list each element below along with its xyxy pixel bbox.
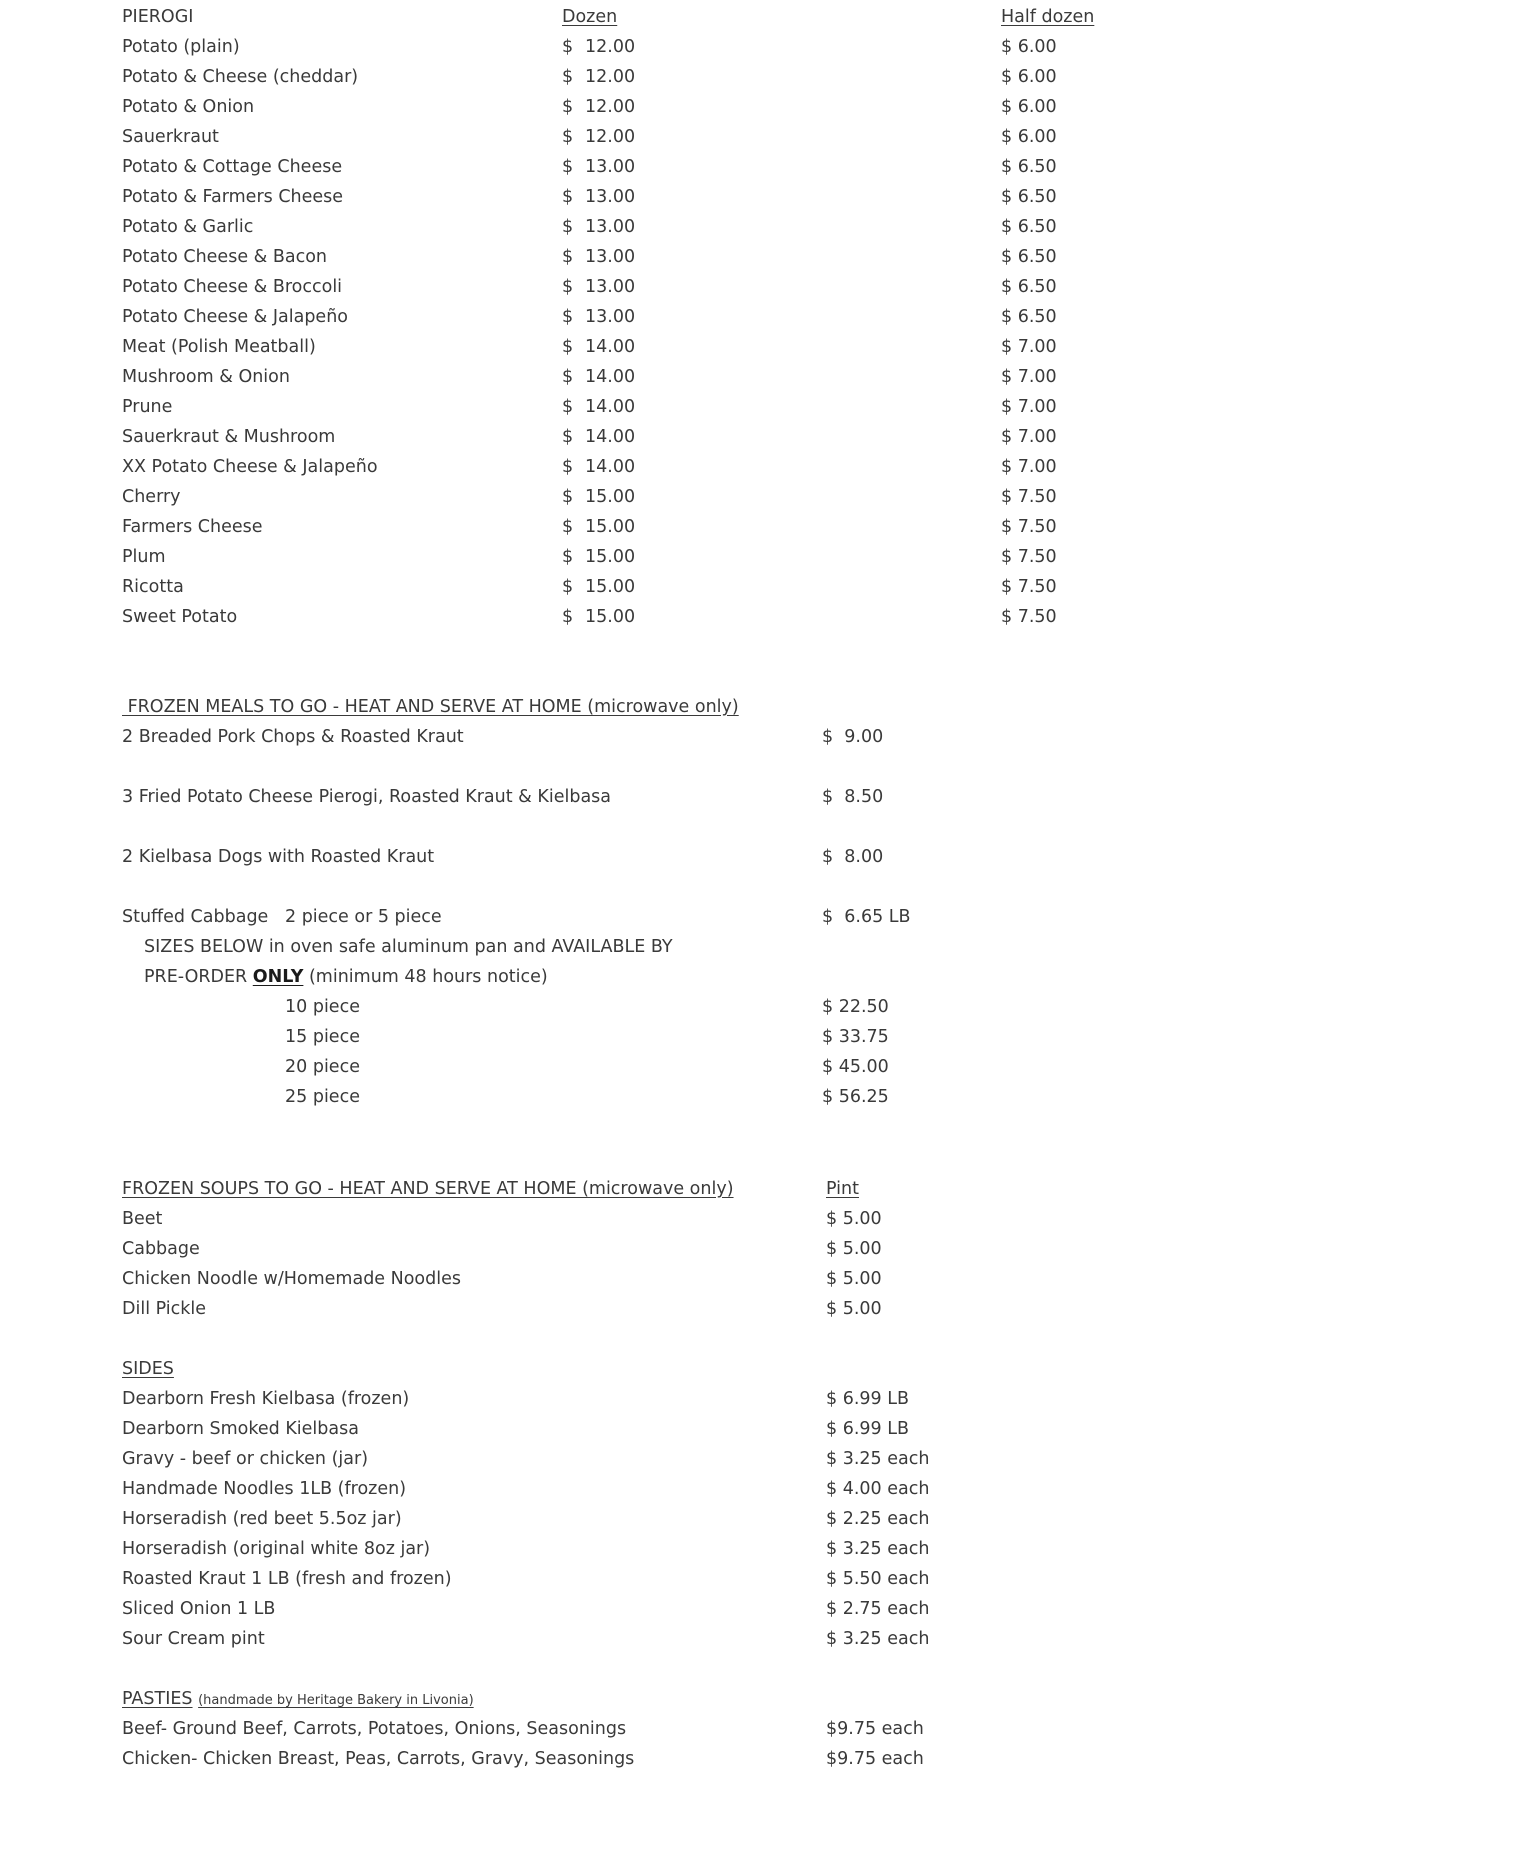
pierogi-item-half-dozen-price: $ 6.50 (1001, 157, 1057, 177)
currency-symbol: $ (562, 277, 574, 297)
side-item-name: Sour Cream pint (122, 1629, 265, 1649)
pasties-title: PASTIES (122, 1689, 193, 1709)
side-item-price: $ 2.75 each (826, 1599, 930, 1619)
soup-item-name: Beet (122, 1209, 163, 1229)
pierogi-item-half-dozen-price: $ 7.50 (1001, 487, 1057, 507)
side-item-name: Sliced Onion 1 LB (122, 1599, 276, 1619)
currency-symbol: $ (562, 97, 574, 117)
pasty-item-name: Chicken- Chicken Breast, Peas, Carrots, Gravy, Seasonings (122, 1749, 635, 1769)
pierogi-item-dozen-price (562, 512, 635, 542)
side-item-price: $ 2.25 each (826, 1509, 930, 1529)
pierogi-item-name: Prune (122, 397, 173, 417)
pierogi-item-name: Potato & Farmers Cheese (122, 187, 344, 207)
cabbage-size-price: $ 45.00 (822, 1057, 889, 1077)
side-item-name: Handmade Noodles 1LB (frozen) (122, 1479, 407, 1499)
soup-item-price: $ 5.00 (826, 1269, 882, 1289)
pierogi-item-half-dozen-price: $ 7.50 (1001, 547, 1057, 567)
side-item-name: Gravy - beef or chicken (jar) (122, 1449, 369, 1469)
preorder-only-emphasis: ONLY (252, 967, 304, 987)
pierogi-item-name: Potato & Onion (122, 97, 255, 117)
half-dozen-column-header: Half dozen (1001, 7, 1095, 27)
dozen-price-value: 13.00 (585, 187, 636, 207)
stuffed-cabbage-price: $ 6.65 LB (822, 907, 911, 927)
pierogi-item-dozen-price (562, 122, 635, 152)
cabbage-size-price: $ 33.75 (822, 1027, 889, 1047)
side-item-price: $ 6.99 LB (826, 1389, 909, 1409)
pierogi-item-half-dozen-price: $ 6.50 (1001, 247, 1057, 267)
pierogi-item-half-dozen-price: $ 7.00 (1001, 337, 1057, 357)
pierogi-item-half-dozen-price: $ 7.50 (1001, 577, 1057, 597)
pierogi-item-name: Potato & Garlic (122, 217, 254, 237)
pasty-item-name: Beef- Ground Beef, Carrots, Potatoes, Onions, Seasonings (122, 1719, 627, 1739)
dozen-price-value: 15.00 (585, 607, 636, 627)
currency-symbol: $ (562, 247, 574, 267)
pierogi-item-half-dozen-price: $ 6.50 (1001, 187, 1057, 207)
cabbage-size-label: 10 piece (285, 997, 360, 1017)
pasties-note: (handmade by Heritage Bakery in Livonia) (198, 1693, 474, 1708)
pierogi-item-half-dozen-price: $ 7.00 (1001, 367, 1057, 387)
side-item-name: Dearborn Fresh Kielbasa (frozen) (122, 1389, 410, 1409)
dozen-price-value: 13.00 (585, 307, 636, 327)
side-item-price: $ 4.00 each (826, 1479, 930, 1499)
pierogi-item-half-dozen-price: $ 6.50 (1001, 307, 1057, 327)
pasty-item-price: $9.75 each (826, 1749, 924, 1769)
dozen-price-value: 14.00 (585, 337, 636, 357)
pierogi-item-dozen-price (562, 92, 635, 122)
pierogi-item-name: Potato Cheese & Broccoli (122, 277, 343, 297)
dozen-price-value: 13.00 (585, 277, 636, 297)
currency-symbol: $ (562, 127, 574, 147)
pierogi-item-dozen-price (562, 32, 635, 62)
pierogi-item-dozen-price (562, 482, 635, 512)
meal-item-price: $ 8.00 (822, 847, 884, 867)
currency-symbol: $ (562, 487, 574, 507)
pasty-item-price: $9.75 each (826, 1719, 924, 1739)
pierogi-item-half-dozen-price: $ 7.00 (1001, 457, 1057, 477)
currency-symbol: $ (562, 577, 574, 597)
dozen-price-value: 14.00 (585, 367, 636, 387)
meal-item-price: $ 8.50 (822, 787, 884, 807)
cabbage-size-price: $ 22.50 (822, 997, 889, 1017)
preorder-note-prefix: PRE-ORDER (144, 967, 253, 987)
soup-item-price: $ 5.00 (826, 1209, 882, 1229)
pierogi-item-name: Mushroom & Onion (122, 367, 290, 387)
dozen-price-value: 12.00 (585, 37, 636, 57)
side-item-price: $ 6.99 LB (826, 1419, 909, 1439)
pierogi-item-name: Meat (Polish Meatball) (122, 337, 316, 357)
pierogi-item-name: Potato & Cottage Cheese (122, 157, 343, 177)
cabbage-size-price: $ 56.25 (822, 1087, 889, 1107)
side-item-name: Roasted Kraut 1 LB (fresh and frozen) (122, 1569, 452, 1589)
cabbage-size-label: 20 piece (285, 1057, 360, 1077)
dozen-price-value: 12.00 (585, 67, 636, 87)
currency-symbol: $ (562, 397, 574, 417)
currency-symbol: $ (562, 217, 574, 237)
dozen-price-value: 15.00 (585, 577, 636, 597)
soup-item-price: $ 5.00 (826, 1239, 882, 1259)
meal-item-name: 3 Fried Potato Cheese Pierogi, Roasted Kraut & Kielbasa (122, 787, 612, 807)
soup-item-name: Cabbage (122, 1239, 200, 1259)
pierogi-item-name: Cherry (122, 487, 181, 507)
pierogi-item-half-dozen-price: $ 6.00 (1001, 127, 1057, 147)
side-item-price: $ 5.50 each (826, 1569, 930, 1589)
pierogi-item-dozen-price (562, 602, 635, 632)
currency-symbol: $ (562, 157, 574, 177)
currency-symbol: $ (562, 517, 574, 537)
currency-symbol: $ (562, 607, 574, 627)
pierogi-item-half-dozen-price: $ 6.00 (1001, 97, 1057, 117)
pierogi-header: PIEROGI (122, 7, 194, 27)
dozen-price-value: 13.00 (585, 217, 636, 237)
pierogi-item-dozen-price (562, 182, 635, 212)
pierogi-item-name: Potato & Cheese (cheddar) (122, 67, 359, 87)
pierogi-item-dozen-price (562, 272, 635, 302)
pierogi-item-half-dozen-price: $ 6.50 (1001, 217, 1057, 237)
frozen-meals-header: FROZEN MEALS TO GO - HEAT AND SERVE AT HOME (microwave only) (122, 697, 739, 717)
currency-symbol: $ (562, 67, 574, 87)
pierogi-item-half-dozen-price: $ 6.00 (1001, 67, 1057, 87)
stuffed-cabbage-name: Stuffed Cabbage (122, 907, 269, 927)
stuffed-cabbage-option: 2 piece or 5 piece (285, 907, 442, 927)
dozen-price-value: 13.00 (585, 157, 636, 177)
cabbage-size-label: 25 piece (285, 1087, 360, 1107)
side-item-price: $ 3.25 each (826, 1539, 930, 1559)
currency-symbol: $ (562, 427, 574, 447)
dozen-column-header: Dozen (562, 7, 618, 27)
frozen-soups-header: FROZEN SOUPS TO GO - HEAT AND SERVE AT HOME (microwave only) (122, 1179, 734, 1199)
pierogi-item-name: Farmers Cheese (122, 517, 263, 537)
pierogi-item-dozen-price (562, 452, 635, 482)
pierogi-item-half-dozen-price: $ 7.50 (1001, 517, 1057, 537)
pierogi-item-dozen-price (562, 422, 635, 452)
side-item-name: Horseradish (red beet 5.5oz jar) (122, 1509, 402, 1529)
dozen-price-value: 13.00 (585, 247, 636, 267)
pierogi-item-dozen-price (562, 62, 635, 92)
pierogi-item-half-dozen-price: $ 7.50 (1001, 607, 1057, 627)
dozen-price-value: 12.00 (585, 127, 636, 147)
soup-item-name: Chicken Noodle w/Homemade Noodles (122, 1269, 461, 1289)
preorder-note (144, 962, 548, 992)
currency-symbol: $ (562, 37, 574, 57)
sides-header: SIDES (122, 1359, 174, 1379)
pierogi-item-name: Potato Cheese & Jalapeño (122, 307, 348, 327)
pierogi-item-dozen-price (562, 572, 635, 602)
pierogi-item-half-dozen-price: $ 6.50 (1001, 277, 1057, 297)
stuffed-cabbage-note: SIZES BELOW in oven safe aluminum pan and AVAILABLE BY (144, 937, 673, 957)
pierogi-item-half-dozen-price: $ 7.00 (1001, 427, 1057, 447)
pierogi-item-dozen-price (562, 362, 635, 392)
dozen-price-value: 14.00 (585, 427, 636, 447)
pierogi-item-dozen-price (562, 242, 635, 272)
side-item-name: Horseradish (original white 8oz jar) (122, 1539, 431, 1559)
meal-item-name: 2 Breaded Pork Chops & Roasted Kraut (122, 727, 464, 747)
dozen-price-value: 14.00 (585, 457, 636, 477)
cabbage-size-label: 15 piece (285, 1027, 360, 1047)
currency-symbol: $ (562, 367, 574, 387)
pierogi-item-name: Potato (plain) (122, 37, 240, 57)
pierogi-item-dozen-price (562, 302, 635, 332)
side-item-name: Dearborn Smoked Kielbasa (122, 1419, 359, 1439)
meal-item-price: $ 9.00 (822, 727, 884, 747)
pierogi-item-name: Ricotta (122, 577, 184, 597)
pierogi-item-half-dozen-price: $ 6.00 (1001, 37, 1057, 57)
preorder-note-suffix: (minimum 48 hours notice) (303, 967, 548, 987)
pierogi-item-half-dozen-price: $ 7.00 (1001, 397, 1057, 417)
pierogi-item-dozen-price (562, 152, 635, 182)
pierogi-item-dozen-price (562, 542, 635, 572)
dozen-price-value: 15.00 (585, 487, 636, 507)
pierogi-item-dozen-price (562, 212, 635, 242)
soup-item-name: Dill Pickle (122, 1299, 207, 1319)
pierogi-item-name: Sauerkraut (122, 127, 219, 147)
pint-column-header: Pint (826, 1179, 859, 1199)
pierogi-item-name: Potato Cheese & Bacon (122, 247, 328, 267)
pierogi-item-dozen-price (562, 392, 635, 422)
pierogi-item-name: Plum (122, 547, 166, 567)
currency-symbol: $ (562, 337, 574, 357)
pierogi-item-name: Sweet Potato (122, 607, 238, 627)
side-item-price: $ 3.25 each (826, 1449, 930, 1469)
meal-item-name: 2 Kielbasa Dogs with Roasted Kraut (122, 847, 435, 867)
pierogi-item-dozen-price (562, 332, 635, 362)
soup-item-price: $ 5.00 (826, 1299, 882, 1319)
pierogi-item-name: XX Potato Cheese & Jalapeño (122, 457, 378, 477)
pierogi-item-name: Sauerkraut & Mushroom (122, 427, 336, 447)
dozen-price-value: 15.00 (585, 517, 636, 537)
dozen-price-value: 12.00 (585, 97, 636, 117)
currency-symbol: $ (562, 457, 574, 477)
side-item-price: $ 3.25 each (826, 1629, 930, 1649)
pasties-header (122, 1684, 474, 1714)
dozen-price-value: 15.00 (585, 547, 636, 567)
currency-symbol: $ (562, 307, 574, 327)
dozen-price-value: 14.00 (585, 397, 636, 417)
currency-symbol: $ (562, 547, 574, 567)
currency-symbol: $ (562, 187, 574, 207)
